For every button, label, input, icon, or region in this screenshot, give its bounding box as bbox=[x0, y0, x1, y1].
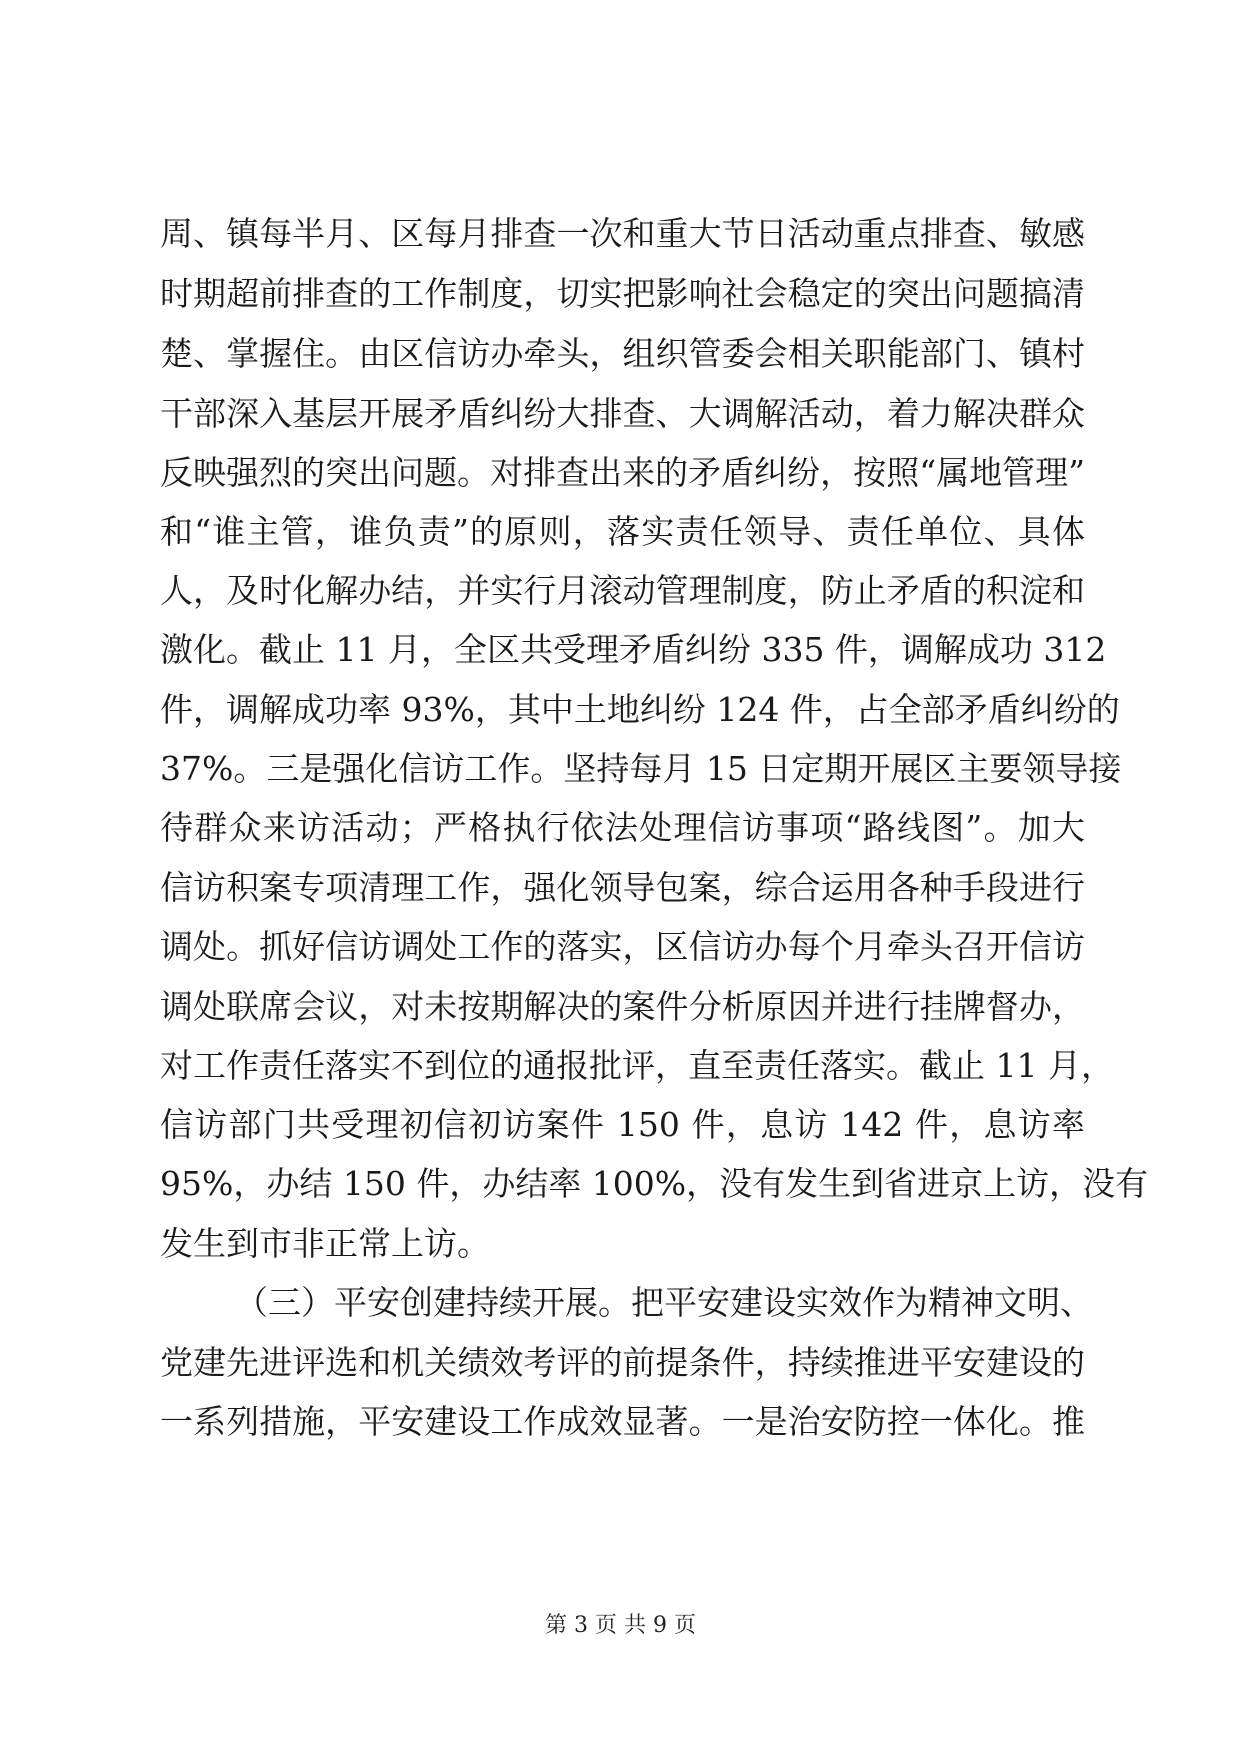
body-text-line: 95%，办结 150 件，办结率 100%，没有发生到省进京上访，没有 bbox=[160, 1164, 1149, 1203]
body-text-line: 时期超前排查的工作制度，切实把影响社会稳定的突出问题搞清 bbox=[160, 274, 1085, 313]
section-heading-line: （三）平安创建持续开展。把平安建设实效作为精神文明、 bbox=[235, 1283, 1093, 1322]
body-text-line: 和“谁主管，谁负责”的原则，落实责任领导、责任单位、具体 bbox=[160, 512, 1085, 551]
body-text-line: 反映强烈的突出问题。对排查出来的矛盾纠纷，按照“属地管理” bbox=[160, 453, 1085, 492]
body-text-line: 楚、掌握住。由区信访办牵头，组织管委会相关职能部门、镇村 bbox=[160, 334, 1085, 373]
body-text-line: 件，调解成功率 93%，其中土地纠纷 124 件，占全部矛盾纠纷的 bbox=[160, 690, 1120, 729]
body-text-line: 调处。抓好信访调处工作的落实，区信访办每个月牵头召开信访 bbox=[160, 927, 1085, 966]
body-text-line: 发生到市非正常上访。 bbox=[160, 1224, 490, 1263]
body-text-line: 干部深入基层开展矛盾纠纷大排查、大调解活动，着力解决群众 bbox=[160, 394, 1085, 433]
body-text-line: 一系列措施，平安建设工作成效显著。一是治安防控一体化。推 bbox=[160, 1402, 1085, 1441]
body-text-line: 待群众来访活动；严格执行依法处理信访事项“路线图”。加大 bbox=[160, 808, 1085, 847]
body-text-line: 37%。三是强化信访工作。坚持每月 15 日定期开展区主要领导接 bbox=[160, 749, 1122, 788]
body-text-line: 对工作责任落实不到位的通报批评，直至责任落实。截止 11 月， bbox=[160, 1046, 1114, 1085]
page-number-footer: 第 3 页 共 9 页 bbox=[545, 1613, 696, 1638]
body-text-line: 党建先进评选和机关绩效考评的前提条件，持续推进平安建设的 bbox=[160, 1343, 1085, 1382]
body-text-line: 调处联席会议，对未按期解决的案件分析原因并进行挂牌督办， bbox=[160, 987, 1085, 1026]
body-text-line: 信访积案专项清理工作，强化领导包案，综合运用各种手段进行 bbox=[160, 868, 1085, 907]
body-text-line: 人，及时化解办结，并实行月滚动管理制度，防止矛盾的积淀和 bbox=[160, 571, 1085, 610]
body-text-line: 信访部门共受理初信初访案件 150 件，息访 142 件，息访率 bbox=[160, 1105, 1085, 1144]
body-text-line: 周、镇每半月、区每月排查一次和重大节日活动重点排查、敏感 bbox=[160, 214, 1085, 253]
body-text-line: 激化。截止 11 月，全区共受理矛盾纠纷 335 件，调解成功 312 bbox=[160, 630, 1107, 669]
